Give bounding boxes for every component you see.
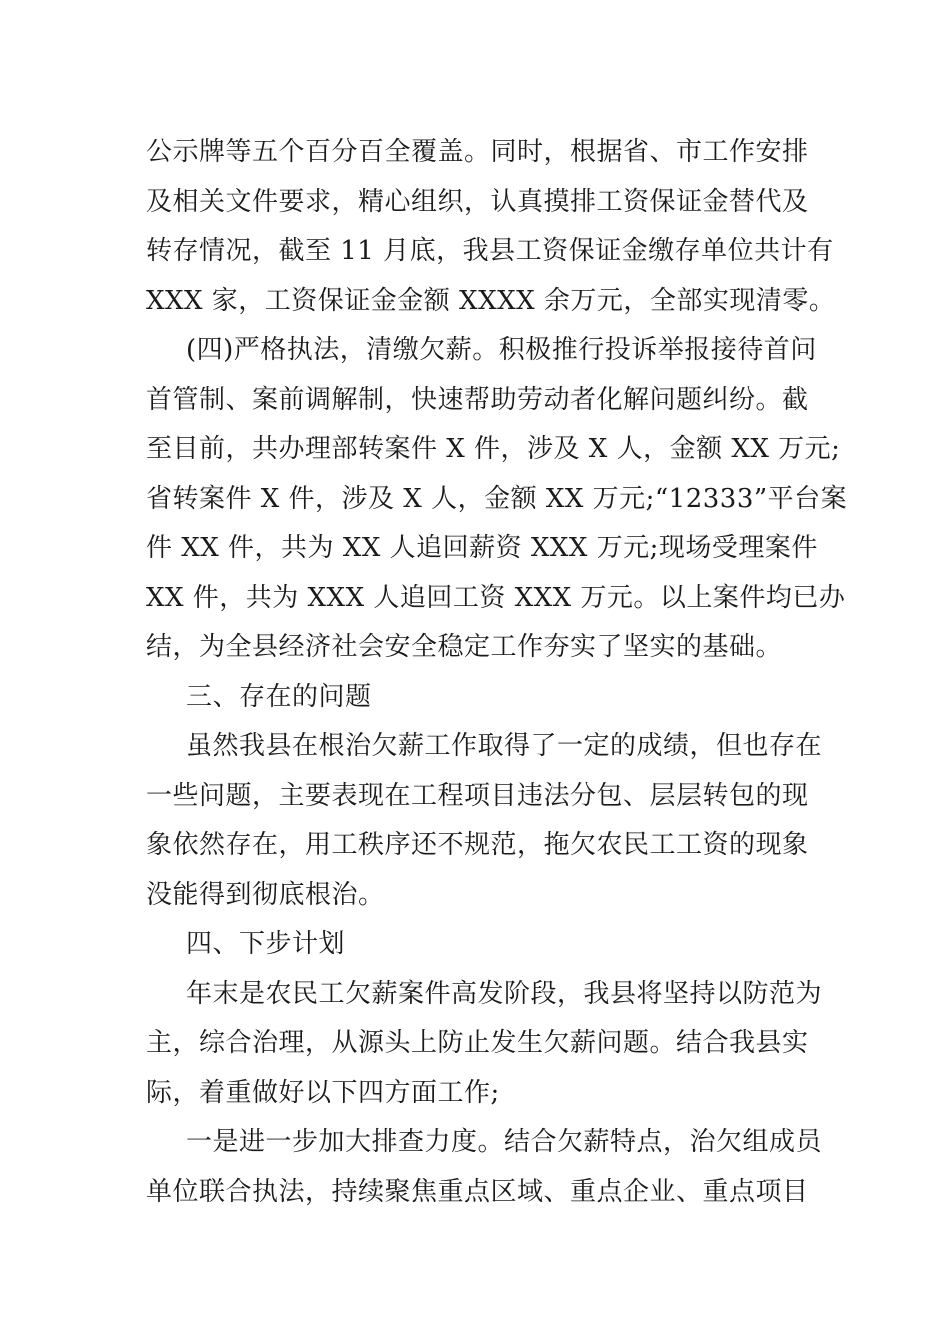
text-line: 一是进一步加大排查力度。结合欠薪特点，治欠组成员 xyxy=(186,1127,823,1157)
text-line: 省转案件 X 件，涉及 X 人，金额 XX 万元;“12333”平台案 xyxy=(146,483,848,514)
document-body xyxy=(146,128,848,1217)
text-line: (四)严格执法，清缴欠薪。积极推行投诉举报接待首问 xyxy=(186,335,817,365)
text-line: 四、下步计划 xyxy=(186,929,346,959)
text-line: 及相关文件要求，精心组织，认真摸排工资保证金替代及 xyxy=(146,186,809,217)
text-line: 至目前，共办理部转案件 X 件，涉及 X 人，金额 XX 万元; xyxy=(146,434,841,464)
text-line: 虽然我县在根治欠薪工作取得了一定的成绩，但也存在 xyxy=(186,731,823,761)
text-line: 首管制、案前调解制，快速帮助劳动者化解问题纠纷。截 xyxy=(146,384,809,415)
text-line: 件 XX 件，共为 XX 人追回薪资 XXX 万元;现场受理案件 xyxy=(146,533,818,563)
text-line: XXX 家，工资保证金金额 XXXX 余万元，全部实现清零。 xyxy=(146,285,836,316)
text-line: 单位联合执法，持续聚焦重点区域、重点企业、重点项目 xyxy=(146,1176,809,1207)
text-line: 没能得到彻底根治。 xyxy=(146,879,385,910)
text-line: 转存情况，截至 11 月底，我县工资保证金缴存单位共计有 xyxy=(146,236,834,266)
text-line: 三、存在的问题 xyxy=(186,681,372,712)
text-line: 际，着重做好以下四方面工作; xyxy=(146,1077,500,1108)
text-line: 象依然存在，用工秩序还不规范，拖欠农民工工资的现象 xyxy=(146,830,809,860)
text-line: XX 件，共为 XXX 人追回工资 XXX 万元。以上案件均已办 xyxy=(146,582,846,613)
text-line: 年末是农民工欠薪案件高发阶段，我县将坚持以防范为 xyxy=(186,978,823,1009)
text-line: 主，综合治理，从源头上防止发生欠薪问题。结合我县实 xyxy=(146,1028,809,1058)
text-line: 一些问题，主要表现在工程项目违法分包、层层转包的现 xyxy=(146,780,809,811)
text-line: 公示牌等五个百分百全覆盖。同时，根据省、市工作安排 xyxy=(146,137,809,167)
text-line: 结，为全县经济社会安全稳定工作夯实了坚实的基础。 xyxy=(146,632,783,662)
